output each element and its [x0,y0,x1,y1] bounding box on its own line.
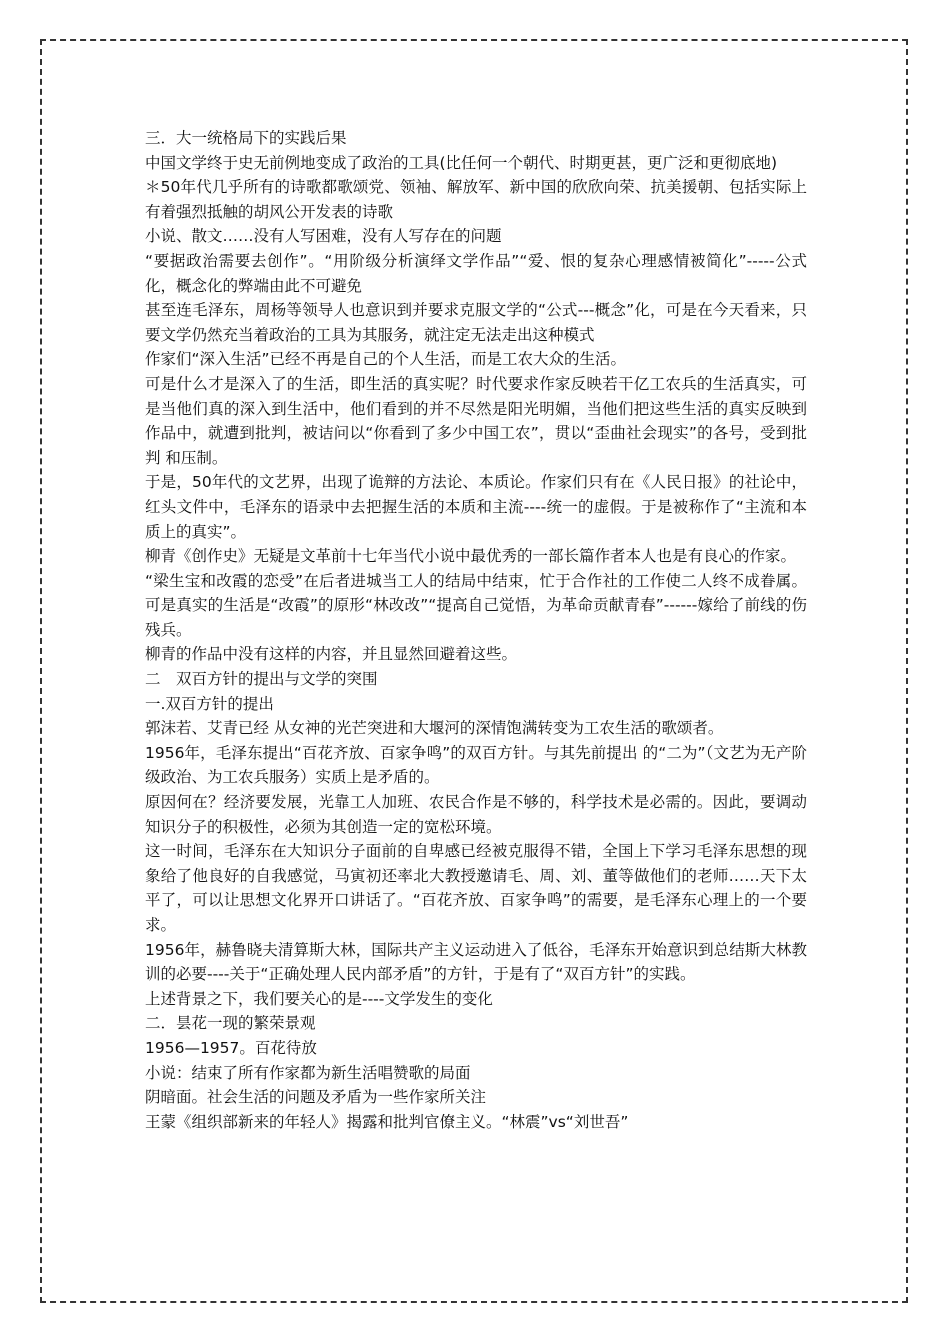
paragraph: 小说、散文……没有人写困难，没有人写存在的问题 [145,227,502,246]
paragraph: 王蒙《组织部新来的年轻人》揭露和批判官僚主义。“林震”vs“刘世吾” [145,1112,629,1131]
paragraph: 小说：结束了所有作家都为新生活唱赞歌的局面 [145,1063,471,1082]
paragraph: “要据政治需要去创作”。“用阶级分析演绎文学作品”“爱、恨的复杂心理感情被简化”-----公式化，概念化的弊端由此不可避免 [145,251,807,295]
subsection-heading: 一.双百方针的提出 [145,694,274,713]
subsection-heading: 二．昙花一现的繁荣景观 [145,1014,316,1033]
paragraph: 这一时间，毛泽东在大知识分子面前的自卑感已经被克服得不错，全国上下学习毛泽东思想的现象给了他良好的自我感觉，马寅初还率北大教授邀请毛、周、刘、董等做他们的老师……天下太平了，可以让思想文化界开口讲话了。“百花齐放、百家争鸣”的需要，是毛泽东心理上的一个要求。 [145,842,807,934]
section-heading: 三．大一统格局下的实践后果 [145,129,347,147]
section-heading: 二 双百方针的提出与文学的突围 [145,670,378,689]
paragraph: 于是，50年代的文艺界，出现了诡辩的方法论、本质论。作家们只有在《人民日报》的社论中，红头文件中，毛泽东的语录中去把握生活的本质和主流----统一的虚假。于是被称作了“主流和本质上的真实”。 [145,473,807,541]
paragraph: 1956年，赫鲁晓夫清算斯大林，国际共产主义运动进入了低谷，毛泽东开始意识到总结斯大林教训的必要----关于“正确处理人民内部矛盾”的方针，于是有了“双百方针”的实践。 [145,940,807,984]
paragraph: ＊50年代几乎所有的诗歌都歌颂党、领袖、解放军、新中国的欣欣向荣、抗美援朝、包括实际上有着强烈抵触的胡风公开发表的诗歌 [145,178,807,221]
paragraph: 郭沫若、艾青已经 从女神的光芒突进和大堰河的深情饱满转变为工农生活的歌颂者。 [145,719,724,738]
paragraph: 上述背景之下，我们要关心的是----文学发生的变化 [145,989,493,1008]
paragraph: 原因何在？经济要发展，光靠工人加班、农民合作是不够的，科学技术是必需的。因此，要调动知识分子的积极性，必须为其创造一定的宽松环境。 [145,793,807,836]
paragraph: 可是什么才是深入了的生活，即生活的真实呢？时代要求作家反映若干亿工农兵的生活真实，可是当他们真的深入到生活中，他们看到的并不尽然是阳光明媚，当他们把这些生活的真实反映到作品中，就遭到批判，被诘问以“你看到了多少中国工农”，贯以“歪曲社会现实”的各号，受到批判 和压制。 [145,374,807,467]
paragraph: 1956年，毛泽东提出“百花齐放、百家争鸣”的双百方针。与其先前提出 的“二为”（文艺为无产阶级政治、为工农兵服务）实质上是矛盾的。 [145,743,807,787]
paragraph: 1956—1957。百花待放 [145,1038,317,1057]
paragraph: 中国文学终于史无前例地变成了政治的工具(比任何一个朝代、时期更甚，更广泛和更彻底地) [145,153,778,172]
paragraph: 作家们“深入生活”已经不再是自己的个人生活，而是工农大众的生活。 [145,350,627,369]
paragraph: 柳青的作品中没有这样的内容，并且显然回避着这些。 [145,645,518,664]
paragraph: 甚至连毛泽东，周杨等领导人也意识到并要求克服文学的“公式---概念”化，可是在今天看来，只要文学仍然充当着政治的工具为其服务，就注定无法走出这种模式 [145,301,807,344]
paragraph: 柳青《创作史》无疑是文革前十七年当代小说中最优秀的一部长篇作者本人也是有良心的作家。 [145,547,797,566]
document-body [145,126,807,1134]
paragraph: 阴暗面。社会生活的问题及矛盾为一些作家所关注 [145,1088,487,1107]
paragraph: “梁生宝和改霞的恋受”在后者进城当工人的结局中结束，忙于合作社的工作使二人终不成眷属。可是真实的生活是“改霞”的原形“林改改”“提高自己觉悟，为革命贡献青春”------嫁给了前线的伤残兵。 [145,571,807,639]
